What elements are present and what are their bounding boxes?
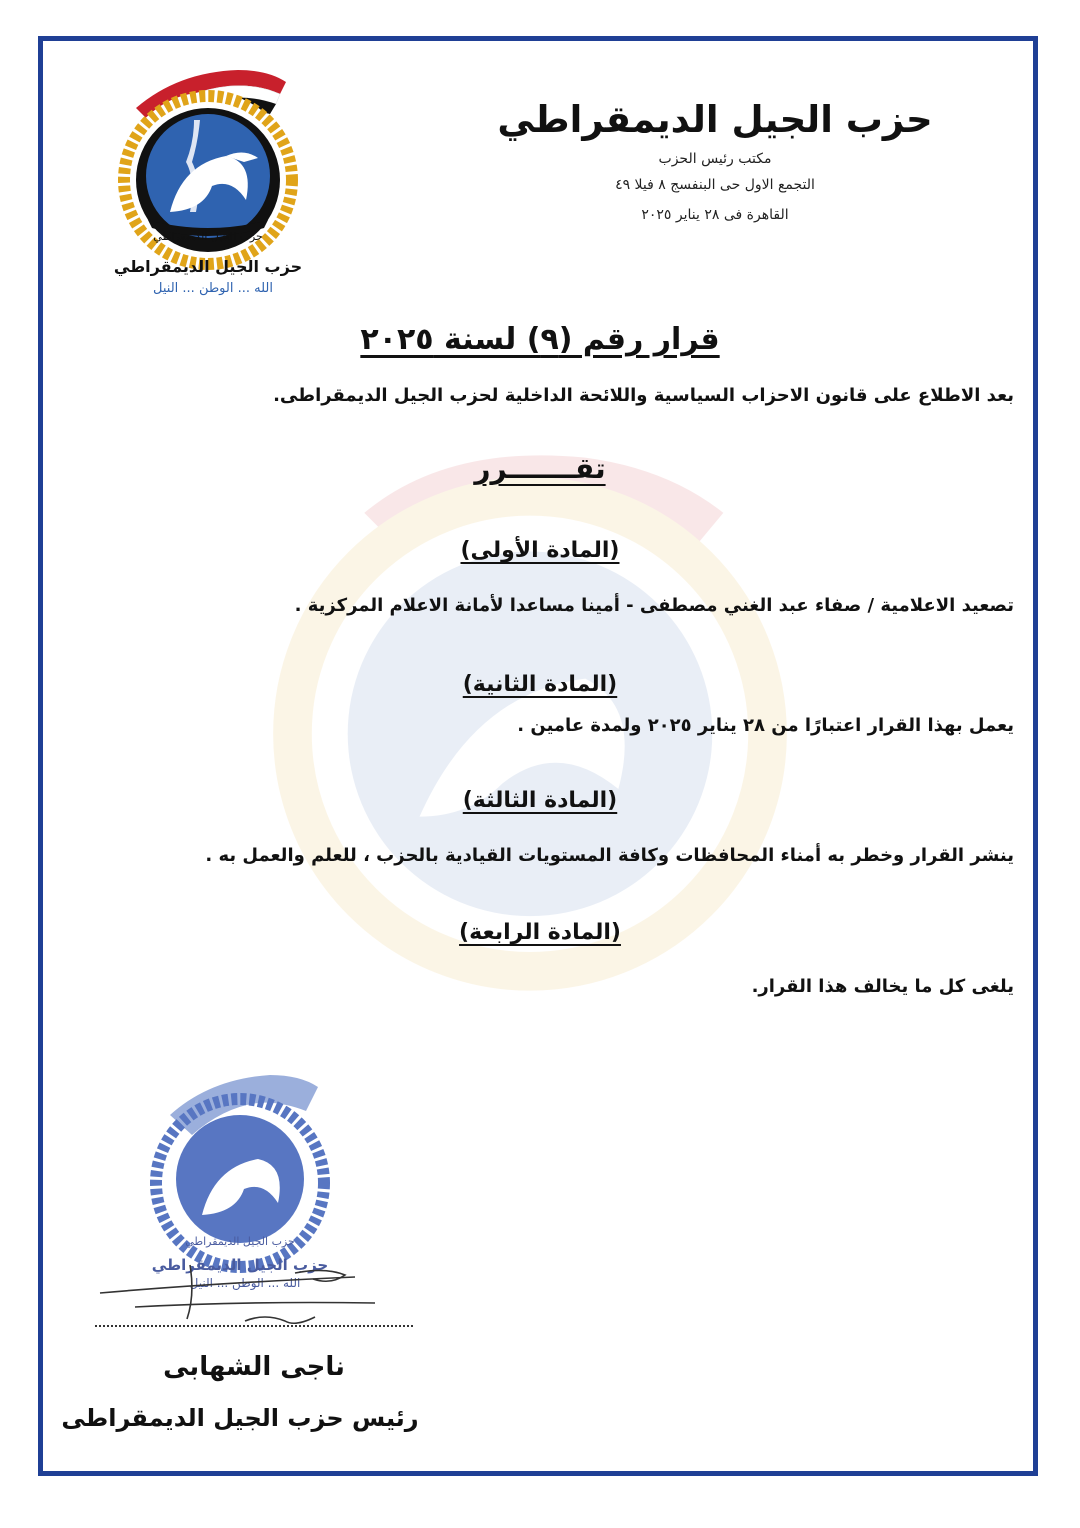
party-logo — [108, 62, 308, 302]
party-name: حزب الجيل الديمقراطي — [497, 98, 933, 141]
logo-ring-text: حزب الجيل الديمقراطي — [153, 230, 263, 243]
issue-date: القاهرة فى ٢٨ يناير ٢٠٢٥ — [641, 207, 789, 223]
article-2-body: يعمل بهذا القرار اعتبارًا من ٢٨ يناير ٢٠٢٥ ولمدة عامين . — [517, 715, 1014, 736]
article-3-body: ينشر القرار وخطر به أمناء المحافظات وكافة المستويات القيادية بالحزب ، للعلم والعمل به . — [205, 845, 1014, 866]
logo-slogan-text: الله ... الوطن ... النيل — [153, 281, 273, 296]
stamp-ring-text: حزب الجيل الديمقراطي — [185, 1235, 295, 1248]
stamp-name-text: حزب الجيل الديمقراطي — [151, 1256, 329, 1274]
office-name: مكتب رئيس الحزب — [658, 151, 772, 167]
logo-name-text: حزب الجيل الديمقراطي — [113, 257, 303, 276]
letterhead — [455, 92, 975, 230]
stamp-slogan-text: الله ... الوطن ... النيل — [189, 1276, 301, 1290]
article-1-body: تصعيد الاعلامية / صفاء عبد الغني مصطفى - أمينا مساعدا لأمانة الاعلام المركزية . — [294, 595, 1014, 616]
article-1-title: (المادة الأولى) — [460, 538, 620, 563]
signature-line — [95, 1325, 413, 1327]
handwritten-signature — [95, 1255, 395, 1335]
article-4-body: يلغى كل ما يخالف هذا القرار. — [751, 976, 1014, 997]
article-4-title: (المادة الرابعة) — [459, 920, 621, 945]
article-3-title: (المادة الثالثة) — [462, 788, 618, 813]
article-2-title: (المادة الثانية) — [462, 672, 618, 697]
decision-preamble: بعد الاطلاع على قانون الاحزاب السياسية واللائحة الداخلية لحزب الجيل الديمقراطى. — [273, 385, 1014, 406]
signer-name: ناجى الشهابى — [163, 1352, 345, 1382]
decides-heading: تقـــــــرر — [474, 452, 606, 485]
decision-title: قرار رقم (٩) لسنة ٢٠٢٥ — [360, 322, 720, 357]
signer-title: رئيس حزب الجيل الديمقراطى — [61, 1404, 419, 1432]
office-address: التجمع الاول حى البنفسج ٨ فيلا ٤٩ — [615, 177, 815, 193]
